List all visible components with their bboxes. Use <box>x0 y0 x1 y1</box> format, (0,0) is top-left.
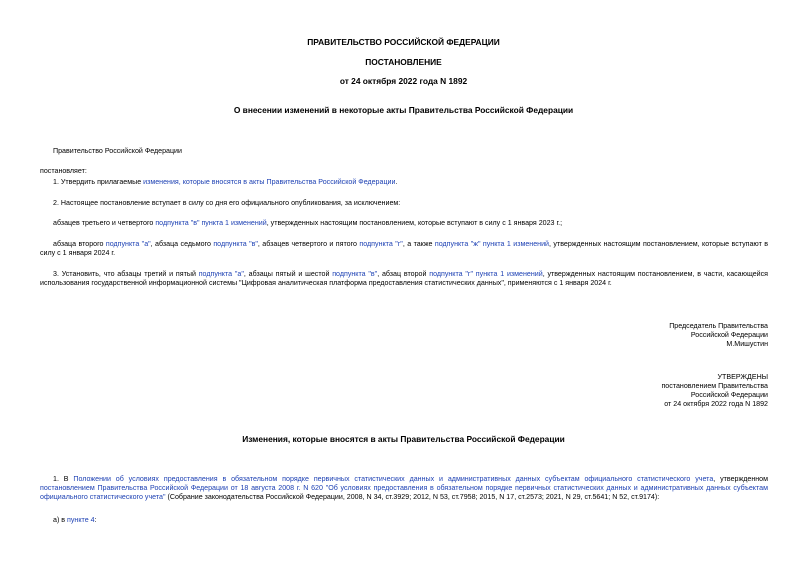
changes-link[interactable]: изменения, которые вносятся в акты Правительства Российской Федерации <box>143 178 396 186</box>
subpoint-g-link[interactable]: подпункта "г" <box>359 240 403 248</box>
approval-line: Российской Федерации <box>690 390 768 399</box>
paragraph-5 <box>40 270 768 288</box>
paragraph-3-pre: абзацев третьего и четвертого <box>53 219 156 227</box>
item-number: 1. В <box>53 475 74 483</box>
paragraph-4-text: , абзацев четвертого и пятого <box>257 240 360 248</box>
subpoint-v-link[interactable]: подпункта "в" <box>213 240 258 248</box>
resolution-title-link[interactable]: "Об условиях предоставления в обязательном порядке первичных статистических данных и административных данных субъектам официального статистического учета" <box>40 483 768 501</box>
changes-item-1 <box>40 475 768 502</box>
paragraph-4-text: , утвержденных настоящим постановлением, которые вступают в силу с 1 января 2024 г. <box>40 240 769 257</box>
subpoint-v-link[interactable]: подпункта "в" <box>332 270 378 278</box>
changes-sub-a <box>40 516 768 525</box>
changes-title: Изменения, которые вносятся в акты Правительства Российской Федерации <box>242 434 565 444</box>
paragraph-3 <box>40 219 768 228</box>
item-text: , утвержденном <box>713 475 768 483</box>
approval-date: от 24 октября 2022 года N 1892 <box>664 399 768 408</box>
approval-block <box>468 373 768 408</box>
signature-block <box>468 322 768 349</box>
document-title: О внесении изменений в некоторые акты Правительства Российской Федерации <box>233 105 574 115</box>
paragraph-4-text: , абзаца седьмого <box>150 240 214 248</box>
subpoint-a-link[interactable]: подпункта "а" <box>105 240 151 248</box>
subpoint-g-link[interactable]: подпункта "г" пункта 1 изменений <box>429 270 543 278</box>
paragraph-3-post: , утвержденных настоящим постановлением, которые вступают в силу с 1 января 2023 г.; <box>266 219 563 227</box>
paragraph-4-text: , а также <box>402 240 435 248</box>
paragraph-5-text: , утвержденных настоящим постановлением, в части, касающейся использования государственной информационной системы "Цифровая аналитическая платформа предоставления статистических данных", применяются с 1 января 2024 г. <box>40 270 769 287</box>
signature-org: Российской Федерации <box>690 330 768 339</box>
item-text: (Собрание законодательства Российской Федерации, 2008, N 34, ст.3929; 2012, N 53, ст.7958; 2015, N 17, ст.2573; 2021, N 29, ст.5641; N 52, ст.9174): <box>165 492 660 501</box>
paragraph-5-text: , абзац второй <box>377 270 430 278</box>
subpoint-zh-link[interactable]: подпункта "ж" пункта 1 изменений <box>434 240 550 248</box>
subpoint-a-link[interactable]: подпункта "а" <box>198 270 244 278</box>
approval-line: постановлением Правительства <box>661 381 768 390</box>
header-org: ПРАВИТЕЛЬСТВО РОССИЙСКОЙ ФЕДЕРАЦИИ <box>307 37 500 47</box>
paragraph-1-post: . <box>395 178 398 186</box>
paragraph-5-text: 3. Установить, что абзацы третий и пятый <box>53 270 199 278</box>
paragraph-1 <box>40 178 768 187</box>
sub-a-post: : <box>94 516 97 524</box>
paragraph-1-pre: 1. Утвердить прилагаемые <box>53 178 144 186</box>
approval-stamp: УТВЕРЖДЕНЫ <box>717 373 768 381</box>
resolves-text: постановляет: <box>40 167 87 175</box>
point-4-link[interactable]: пункте 4 <box>67 516 95 524</box>
subpoint-v-link[interactable]: подпункта "в" пункта 1 изменений <box>155 219 267 227</box>
header-doctype: ПОСТАНОВЛЕНИЕ <box>365 57 442 67</box>
signature-name: М.Мишустин <box>726 339 768 348</box>
paragraph-5-text: , абзацы пятый и шестой <box>243 270 333 278</box>
resolution-link[interactable]: постановлением Правительства Российской Федерации от 18 августа 2008 г. N 620 <box>40 483 323 492</box>
paragraph-4-text: абзаца второго <box>53 240 106 248</box>
signature-position: Председатель Правительства <box>669 322 768 330</box>
paragraph-4 <box>40 240 768 258</box>
regulation-link[interactable]: Положении об условиях предоставления в обязательном порядке первичных статистических данных и административных данных субъектам официального статистического учета <box>73 475 714 483</box>
issuer-text: Правительство Российской Федерации <box>53 147 182 155</box>
sub-a-pre: а) в <box>53 516 68 524</box>
header-date: от 24 октября 2022 года N 1892 <box>339 76 468 86</box>
paragraph-2: 2. Настоящее постановление вступает в силу со дня его официального опубликования, за исключением: <box>53 199 401 207</box>
